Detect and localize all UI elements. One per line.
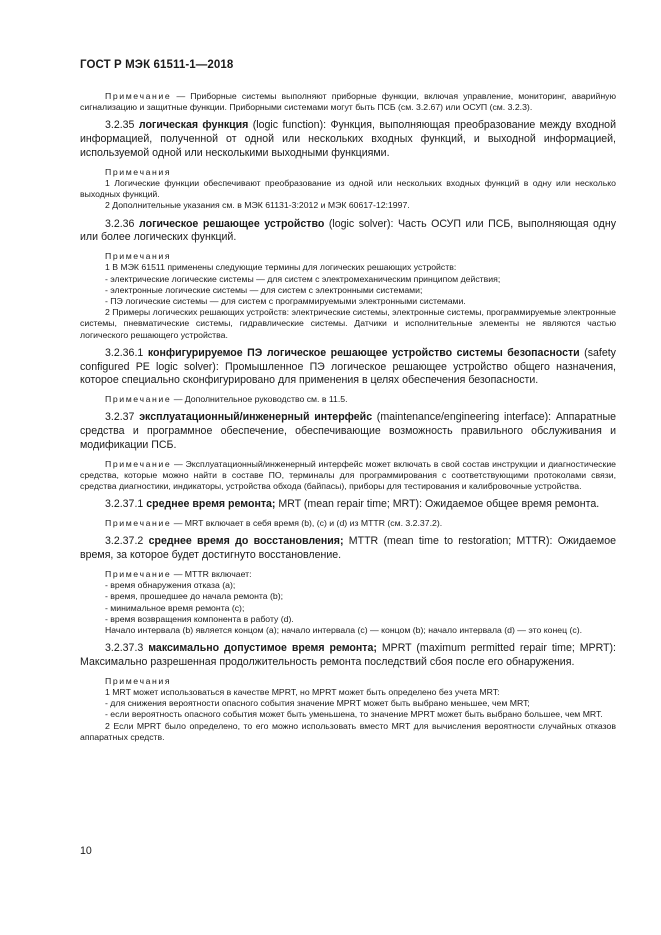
note-body: — Дополнительное руководство см. в 11.5. [171,394,348,405]
note-body: - время возвращения компонента в работу (d). [105,613,294,624]
note-text [80,394,616,405]
note-text [80,274,616,285]
definition-text: (safety configured PE logic solver): Промышленное ПЭ логическое решающее устройство общего назначения, которое специально сконфигурировано для применения в целях обеспечения безопасности. [80,346,616,387]
term: логическое решающее устройство [139,217,325,230]
definition-paragraph [80,498,616,512]
term: эксплуатационный/инженерный интерфейс [139,411,373,424]
notes-heading: Примечания [105,675,172,686]
note-body: - электрические логические системы — для систем с электромеханическим принципом действия; [105,273,501,284]
note-text [80,721,616,743]
clause-number: 3.2.37 [105,411,135,424]
note-body: - время обнаружения отказа (a); [105,580,236,591]
term: конфигурируемое ПЭ логическое решающее устройство системы безопасности [147,346,580,359]
clause-number: 3.2.37.2 [105,535,144,548]
note-body: - время, прошедшее до начала ремонта (b); [105,591,284,602]
note-text [80,625,616,636]
clause-number: 3.2.37.3 [105,642,144,655]
definition-text: MPRT (maximum permitted repair time; MPRT): Максимально разрешенная продолжительность ремонта последствий сбоя после его обнаружения. [80,642,616,669]
definition-text: MTTR (mean time to restoration; MTTR): Ожидаемое время, за которое будет достигнуто восстановление. [80,535,616,562]
note-text [80,591,616,602]
note-body: Начало интервала (b) является концом (a); начало интервала (c) — концом (b); начало интервала (d) — это конец (c). [105,625,583,636]
definition-text: (logic solver): Часть ОСУП или ПСБ, выполняющая одну или более логических функций. [80,217,616,244]
definition-paragraph [80,535,616,563]
term: максимально допустимое время ремонта; [148,642,377,655]
clause-number: 3.2.35 [105,119,135,132]
note-body: - минимальное время ремонта (c); [105,602,245,613]
note-text [80,687,616,698]
note-body: 2 Примеры логических решающих устройств: электрические системы, электронные системы, программируемые электронные системы, пневматические системы, гидравлические системы. Датчики и исполнительные элементы не являются частью логического решающего устройства. [80,307,616,340]
note-label: Примечание [105,518,172,529]
note-text [80,569,616,580]
note-body: — Приборные системы выполняют приборные функции, включая управление, мониторинг, аварийную сигнализацию и защитные функции. Приборными системами могут быть ПСБ (см. 3.2.67) или ОСУП (см. 3.2.3). [80,91,616,113]
note-text [80,603,616,614]
note-text [80,614,616,625]
note-body: 1 Логические функции обеспечивают преобразование из одной или нескольких входных функций в одну или несколько выходных функций. [80,178,616,200]
note-label: Примечание [105,91,172,101]
clause-number: 3.2.36 [105,217,135,230]
definition-text: MRT (mean repair time; MRT): Ожидаемое общее время ремонта. [275,498,600,511]
term: среднее время до восстановления; [148,535,344,548]
note-body: - электронные логические системы — для систем с электронными системами; [105,284,423,295]
page-number: 10 [80,845,92,857]
note-text [80,178,616,200]
note-text [80,709,616,720]
note-label: Примечание [105,569,172,580]
note-text [80,580,616,591]
note-text [80,307,616,341]
note-body: 2 Дополнительные указания см. в МЭК 61131-3:2012 и МЭК 60617-12:1997. [105,200,410,211]
note-text [80,518,616,529]
note-body: - ПЭ логические системы — для систем с программируемыми электронными системами. [105,296,466,307]
definition-paragraph [80,347,616,388]
note-text [80,91,616,113]
note-text [80,459,616,493]
clause-number: 3.2.36.1 [105,346,144,359]
note-body: — MTTR включает: [171,569,252,580]
note-text [80,698,616,709]
note-body: — MRT включает в себя время (b), (c) и (d) из MTTR (см. 3.2.37.2). [171,518,443,529]
note-body: - для снижения вероятности опасного события значение MPRT может быть выбрано меньшее, чем MRT; [105,698,530,709]
term: среднее время ремонта; [146,498,276,511]
definition-text: (maintenance/engineering interface): Аппаратные средства и программное обеспечение, обеспечивающие возможность правильного обслуживания и модификации ПСБ. [80,411,617,452]
definition-paragraph [80,411,616,452]
definition-paragraph [80,642,616,670]
note-body: 1 MRT может использоваться в качестве MPRT, но MPRT может быть определено без учета MRT: [105,687,500,698]
definition-paragraph [80,218,616,246]
note-label: Примечание [105,458,172,469]
note-body: 1 В МЭК 61511 применены следующие термины для логических решающих устройств: [105,262,457,273]
note-body: 2 Если MPRT было определено, то его можно использовать вместо MRT для вычисления вероятности случайных отказов аппаратных средств. [80,720,616,742]
definition-paragraph [80,119,616,160]
note-body: - если вероятность опасного события может быть уменьшена, то значение MPRT может быть выбрано большее, чем MRT. [105,709,603,720]
note-body: — Эксплуатационный/инженерный интерфейс может включать в свой состав инструкции и диагностические средства, которые можно найти в составе ПО, терминалы для программирования с соответствующими протоколами связи, средства диагностики, индикаторы, устройства обхода (байпасы), приборы для тестирования и калибровочные устройства. [80,458,616,492]
definition-text: (logic function): Функция, выполняющая преобразование между входной информацией, полученной от одной или нескольких входных функций, и выходной информацией, используемой одной или несколькими выходными функциями. [80,119,616,159]
document-header: ГОСТ Р МЭК 61511-1—2018 [80,59,234,71]
notes-heading: Примечания [105,251,172,262]
note-label: Примечание [105,394,172,405]
note-text [80,296,616,307]
note-text [80,200,616,211]
term: логическая функция [138,119,249,132]
note-text [80,262,616,273]
clause-number: 3.2.37.1 [105,498,144,511]
document-body [80,91,616,743]
note-text [80,285,616,296]
notes-heading: Примечания [105,166,172,177]
